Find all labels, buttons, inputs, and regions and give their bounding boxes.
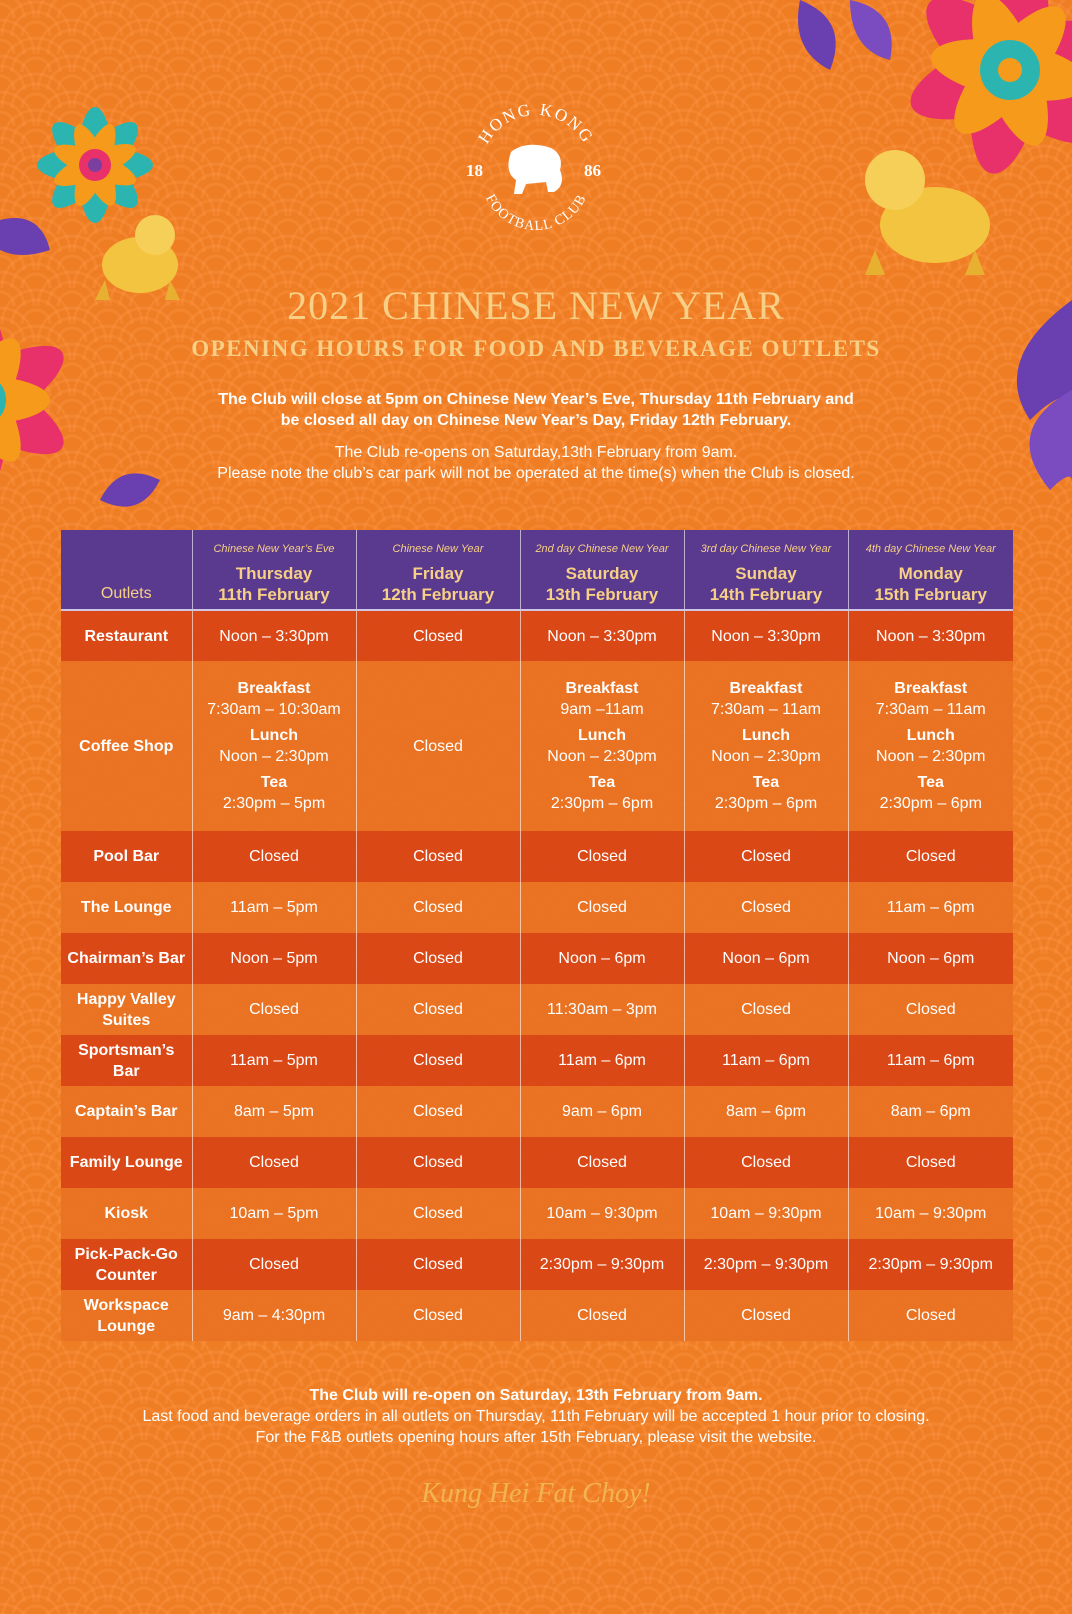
lion-icon	[508, 145, 562, 194]
table-row-kiosk	[61, 1188, 1013, 1239]
hours-cell: Closed	[192, 1137, 356, 1188]
hours-cell: Closed	[192, 984, 356, 1035]
meal-label: Tea	[752, 774, 780, 791]
table-row-family-lounge	[61, 1137, 1013, 1188]
coffee-shop-monday-cell	[848, 661, 1013, 831]
hours-cell: 2:30pm – 9:30pm	[520, 1239, 684, 1290]
logo-top-text: HONG KONG	[474, 100, 598, 147]
club-logo	[456, 100, 616, 240]
hours-cell: Noon – 5pm	[192, 933, 356, 984]
meal-time: Noon – 2:30pm	[711, 748, 821, 765]
page-title: 2021 CHINESE NEW YEAR	[287, 283, 785, 328]
hours-cell: 2:30pm – 9:30pm	[684, 1239, 848, 1290]
hours-cell: 10am – 9:30pm	[520, 1188, 684, 1239]
hours-cell: Closed	[848, 1137, 1013, 1188]
meal-label: Breakfast	[565, 680, 639, 697]
meal-time: 2:30pm – 6pm	[879, 795, 982, 812]
hours-cell: 10am – 5pm	[192, 1188, 356, 1239]
svg-text:HONG KONG	[474, 100, 597, 147]
hours-cell: 11am – 6pm	[848, 882, 1013, 933]
table-row-restaurant	[61, 610, 1013, 661]
hours-cell: 11am – 5pm	[192, 882, 356, 933]
meal-time: Noon – 2:30pm	[876, 748, 986, 765]
hours-cell: Closed	[684, 1137, 848, 1188]
purple-flower-top-decoration	[790, 0, 910, 80]
hours-cell: Closed	[192, 831, 356, 882]
hours-cell: Closed	[848, 984, 1013, 1035]
column-header-sunday: 3rd day Chinese New Year Sunday 14th February	[684, 530, 848, 610]
hours-cell: Noon – 3:30pm	[520, 610, 684, 661]
hours-cell: 10am – 9:30pm	[684, 1188, 848, 1239]
intro-line-4: Please note the club’s car park will not be operated at the time(s) when the Club is closed.	[217, 465, 855, 482]
meal-time: Noon – 2:30pm	[547, 748, 657, 765]
logo-year-right: 86	[584, 161, 601, 180]
outlet-name: Restaurant	[61, 610, 192, 661]
hours-cell: Closed	[356, 1188, 520, 1239]
intro-line-1: The Club will close at 5pm on Chinese New Year’s Eve, Thursday 11th February and	[218, 391, 854, 408]
purple-leaves-left-decoration	[0, 210, 60, 270]
hours-cell: 8am – 6pm	[684, 1086, 848, 1137]
intro-line-2: be closed all day on Chinese New Year’s Day, Friday 12th February.	[280, 412, 792, 429]
table-row-chairmans-bar	[61, 933, 1013, 984]
table-row-sportsmans-bar	[61, 1035, 1013, 1086]
table-header-row	[61, 530, 1013, 610]
hours-cell: Closed	[356, 1035, 520, 1086]
hours-cell: Closed	[520, 882, 684, 933]
outlet-name: Sportsman’s Bar	[61, 1035, 192, 1086]
meal-time: 9am –11am	[560, 701, 644, 718]
column-header-friday: Chinese New Year Friday 12th February	[356, 530, 520, 610]
hours-cell: Closed	[356, 610, 520, 661]
hours-cell: 11am – 6pm	[848, 1035, 1013, 1086]
hours-cell: Closed	[356, 933, 520, 984]
hours-cell: Closed	[356, 1290, 520, 1341]
hours-cell: 8am – 5pm	[192, 1086, 356, 1137]
table-row-pool-bar	[61, 831, 1013, 882]
hours-cell: Closed	[356, 882, 520, 933]
hours-cell: 2:30pm – 9:30pm	[848, 1239, 1013, 1290]
hours-cell: Closed	[192, 1239, 356, 1290]
hours-cell: Closed	[520, 1137, 684, 1188]
hours-cell: Noon – 3:30pm	[684, 610, 848, 661]
hours-cell: Noon – 3:30pm	[848, 610, 1013, 661]
svg-text:FOOTBALL CLUB	[482, 192, 590, 234]
meal-time: 7:30am – 11am	[875, 701, 986, 718]
hours-cell: Closed	[684, 882, 848, 933]
hours-cell: Closed	[356, 1239, 520, 1290]
hours-cell: 11am – 5pm	[192, 1035, 356, 1086]
hours-cell: Closed	[684, 831, 848, 882]
hours-cell: Closed	[848, 831, 1013, 882]
opening-hours-table	[61, 530, 1013, 1341]
outlet-name: Coffee Shop	[61, 661, 192, 831]
hours-cell: Closed	[520, 831, 684, 882]
hours-cell: 11am – 6pm	[520, 1035, 684, 1086]
hours-cell: Closed	[356, 984, 520, 1035]
hours-cell: Closed	[848, 1290, 1013, 1341]
hours-cell: Closed	[356, 1086, 520, 1137]
outlet-name: The Lounge	[61, 882, 192, 933]
table-row-coffee-shop	[61, 661, 1013, 831]
outlet-name: Chairman’s Bar	[61, 933, 192, 984]
meal-time: 2:30pm – 5pm	[222, 795, 326, 812]
table-row-happy-valley-suites	[61, 984, 1013, 1035]
table-row-pick-pack-go-counter	[61, 1239, 1013, 1290]
meal-time: 2:30pm – 6pm	[714, 795, 818, 812]
hours-cell: Closed	[520, 1290, 684, 1341]
hours-cell: Closed	[356, 831, 520, 882]
meal-label: Breakfast	[894, 680, 968, 697]
greeting-text: Kung Hei Fat Choy!	[421, 1478, 651, 1509]
column-header-saturday: 2nd day Chinese New Year Saturday 13th February	[520, 530, 684, 610]
intro-line-3: The Club re-opens on Saturday,13th February from 9am.	[334, 444, 738, 461]
page-subtitle: OPENING HOURS FOR FOOD AND BEVERAGE OUTLETS	[191, 336, 881, 361]
meal-label: Breakfast	[237, 680, 311, 697]
meal-label: Lunch	[906, 727, 955, 744]
hours-cell: Closed	[684, 984, 848, 1035]
outlet-name: Kiosk	[61, 1188, 192, 1239]
outlet-name: Pick-Pack-Go Counter	[61, 1239, 192, 1290]
hours-cell: Noon – 6pm	[848, 933, 1013, 984]
coffee-shop-saturday-cell	[520, 661, 684, 831]
table-row-the-lounge	[61, 882, 1013, 933]
outlet-name: Workspace Lounge	[61, 1290, 192, 1341]
outlet-name: Captain’s Bar	[61, 1086, 192, 1137]
ox-right-decoration	[845, 140, 1005, 280]
meal-label: Lunch	[742, 727, 790, 744]
meal-time: 2:30pm – 6pm	[550, 795, 654, 812]
meal-label: Lunch	[250, 727, 298, 744]
footer-line-3: For the F&B outlets opening hours after 15th February, please visit the website.	[255, 1429, 817, 1446]
outlets-header: Outlets	[61, 530, 192, 610]
meal-label: Breakfast	[729, 680, 803, 697]
hours-cell: Noon – 3:30pm	[192, 610, 356, 661]
hours-cell: Noon – 6pm	[520, 933, 684, 984]
footer-line-2: Last food and beverage orders in all outlets on Thursday, 11th February will be accepted 1 hour prior to closing.	[142, 1408, 930, 1425]
hours-cell: 9am – 6pm	[520, 1086, 684, 1137]
hours-cell: Noon – 6pm	[684, 933, 848, 984]
table-row-captains-bar	[61, 1086, 1013, 1137]
hours-cell: 8am – 6pm	[848, 1086, 1013, 1137]
hours-cell: 11am – 6pm	[684, 1035, 848, 1086]
hours-cell: 11:30am – 3pm	[520, 984, 684, 1035]
hours-cell: Closed	[356, 1137, 520, 1188]
meal-time: 7:30am – 10:30am	[207, 701, 341, 718]
table-row-workspace-lounge	[61, 1290, 1013, 1341]
column-header-monday: 4th day Chinese New Year Monday 15th February	[848, 530, 1013, 610]
meal-label: Lunch	[578, 727, 626, 744]
meal-label: Tea	[588, 774, 616, 791]
coffee-shop-sunday-cell	[684, 661, 848, 831]
coffee-shop-thursday-cell	[192, 661, 356, 831]
footer-line-1: The Club will re-open on Saturday, 13th February from 9am.	[309, 1387, 763, 1404]
outlet-name: Pool Bar	[61, 831, 192, 882]
hours-cell: Closed	[684, 1290, 848, 1341]
hours-cell: 10am – 9:30pm	[848, 1188, 1013, 1239]
column-header-thursday: Chinese New Year’s Eve Thursday 11th February	[192, 530, 356, 610]
hours-cell: 9am – 4:30pm	[192, 1290, 356, 1341]
logo-year-left: 18	[466, 161, 483, 180]
meal-time: Noon – 2:30pm	[219, 748, 329, 765]
meal-time: 7:30am – 11am	[711, 701, 821, 718]
logo-bottom-text: FOOTBALL CLUB	[482, 192, 590, 235]
hours-cell: Closed	[356, 661, 520, 831]
outlet-name: Happy Valley Suites	[61, 984, 192, 1035]
meal-label: Tea	[917, 774, 944, 791]
outlet-name: Family Lounge	[61, 1137, 192, 1188]
meal-label: Tea	[260, 774, 288, 791]
